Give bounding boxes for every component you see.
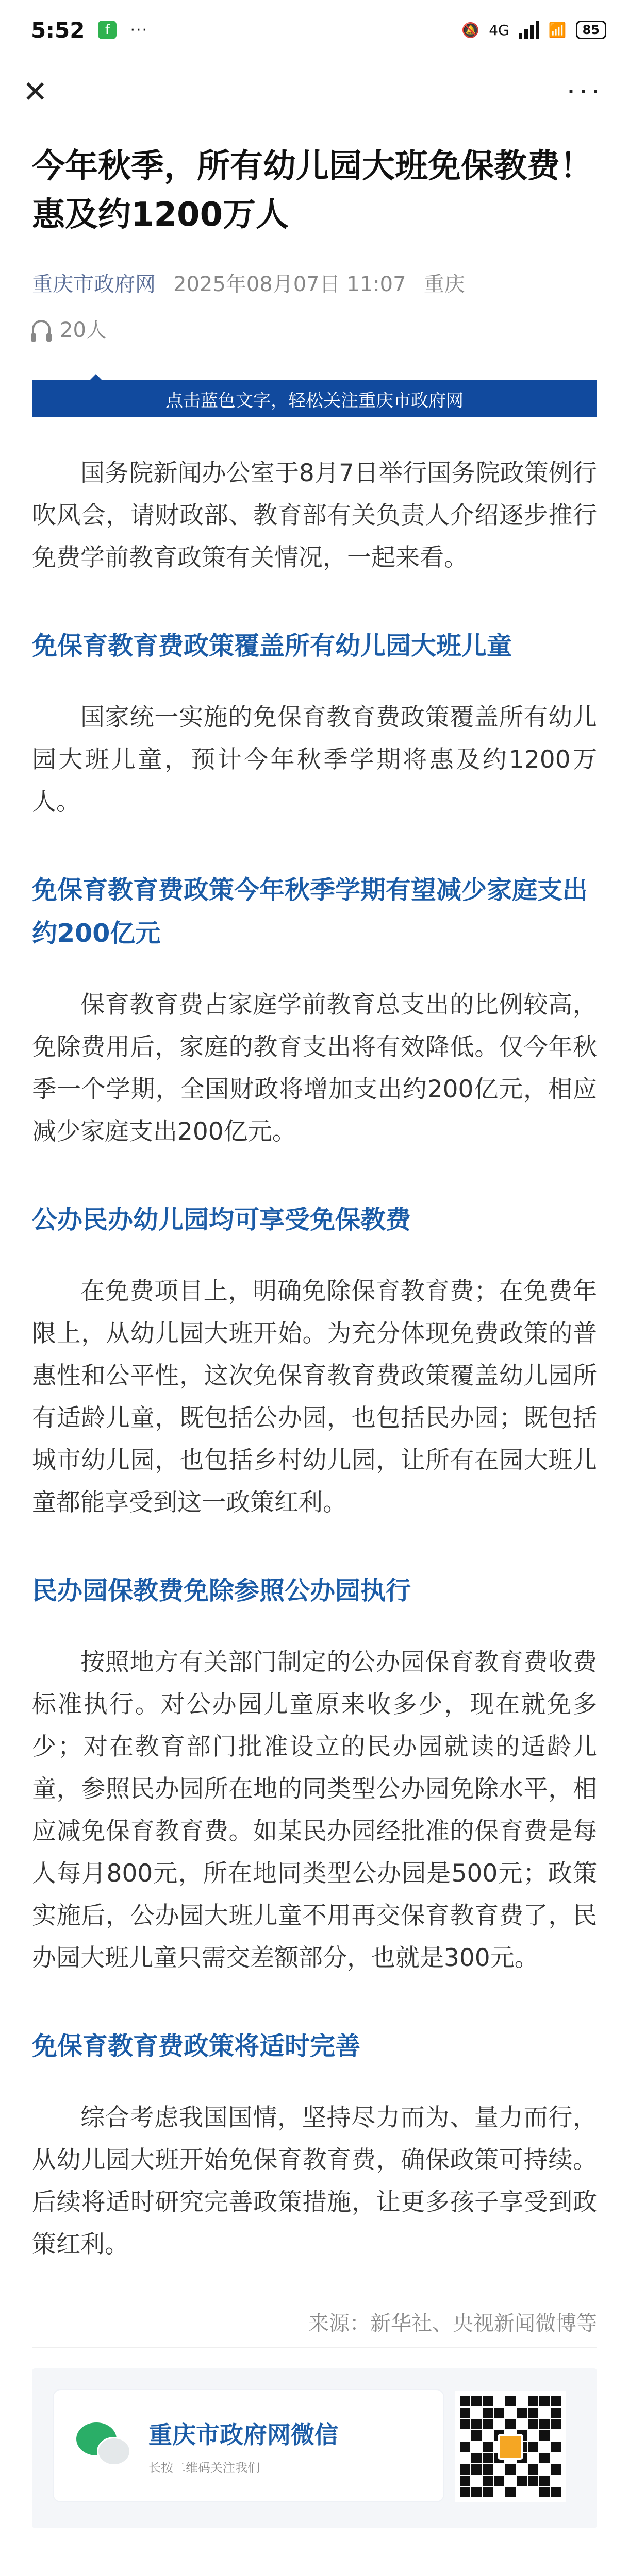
section-paragraph: 综合考虑我国国情，坚持尽力而为、量力而行，从幼儿园大班开始免保育教育费，确保政策可持续。后续将适时研究完善政策措施，让更多孩子享受到政策红利。 [32,2104,597,2259]
close-icon[interactable]: ✕ [23,74,48,109]
more-notifications-icon: ··· [130,21,148,39]
follow-banner[interactable] [32,374,597,418]
status-bar [0,0,629,60]
section-heading: 免保育教育费政策覆盖所有幼儿园大班儿童 [32,631,512,660]
article-content [0,142,629,2576]
promo-text [148,2416,338,2476]
more-icon[interactable]: ··· [566,75,603,109]
article-title: 今年秋季，所有幼儿园大班免保教费！惠及约1200万人 [32,147,593,234]
intro-paragraph: 国务院新闻办公室于8月7日举行国务院政策例行吹风会，请财政部、教育部有关负责人介绍逐步推行免费学前教育政策有关情况，一起来看。 [32,459,597,572]
qr-code-icon [455,2391,566,2502]
nav-bar [0,60,629,124]
article-meta [32,268,597,297]
listen-count-label: 20人 [60,318,107,342]
battery-icon: 85 [576,21,606,39]
source-link[interactable]: 重庆市政府网 [32,273,156,296]
follow-banner-text: 点击蓝色文字，轻松关注重庆市政府网 [32,380,597,417]
status-time: 5:52 [31,17,85,43]
section-heading: 公办民办幼儿园均可享受免保教费 [32,1205,411,1234]
wechat-promo[interactable] [32,2368,597,2528]
wechat-icon [76,2422,133,2469]
section-paragraph: 按照地方有关部门制定的公办园保育教育费收费标准执行。对公办园儿童原来收多少，现在就免多少；对在教育部门批准设立的民办园就读的适龄儿童，参照民办园所在地的同类型公办园免除水平，相应减免保育教育费。如某民办园经批准的保育费是每人每月800元，所在地同类型公办园是500元；政策实施后，公办园大班儿童不用再交保育教育费了，民办园大班儿童只需交差额部分，也就是300元。 [32,1648,597,1972]
signal-icon [519,21,539,39]
publish-time: 2025年08月07日 11:07 [173,273,406,296]
listen-count[interactable] [32,314,597,343]
section-heading: 免保育教育费政策将适时完善 [32,2031,361,2061]
mute-icon: 🔕 [461,21,480,39]
promo-title: 重庆市政府网微信 [148,2420,338,2449]
section-paragraph: 保育教育费占家庭学前教育总支出的比例较高，免除费用后，家庭的教育支出将有效降低。仅今年秋季一个学期，全国财政将增加支出约200亿元，相应减少家庭支出200亿元。 [32,991,597,1146]
read-count [32,2572,597,2576]
network-label: 4G [489,21,509,39]
status-right [461,21,606,39]
source-attribution: 来源：新华社、央视新闻微博等 [32,2307,597,2348]
wechat-promo-card [53,2389,444,2502]
location: 重庆 [423,273,465,296]
section-heading: 免保育教育费政策今年秋季学期有望减少家庭支出约200亿元 [32,875,588,948]
status-left [31,18,148,43]
section-paragraph: 国家统一实施的免保育教育费政策覆盖所有幼儿园大班儿童，预计今年秋季学期将惠及约1200万人。 [32,703,597,816]
wifi-icon: 📶 [548,21,567,39]
section-paragraph: 在免费项目上，明确免除保育教育费；在免费年限上，从幼儿园大班开始。为充分体现免费政策的普惠性和公平性，这次免保育教育费政策覆盖幼儿园所有适龄儿童，既包括公办园，也包括民办园；既包括城市幼儿园，也包括乡村幼儿园，让所有在园大班儿童都能享受到这一政策红利。 [32,1277,597,1517]
promo-subtitle: 长按二维码关注我们 [148,2460,260,2475]
headphone-icon [32,320,51,337]
app-notification-icon: f [98,21,117,39]
section-heading: 民办园保教费免除参照公办园执行 [32,1576,411,1605]
qr-logo-icon [498,2434,523,2460]
